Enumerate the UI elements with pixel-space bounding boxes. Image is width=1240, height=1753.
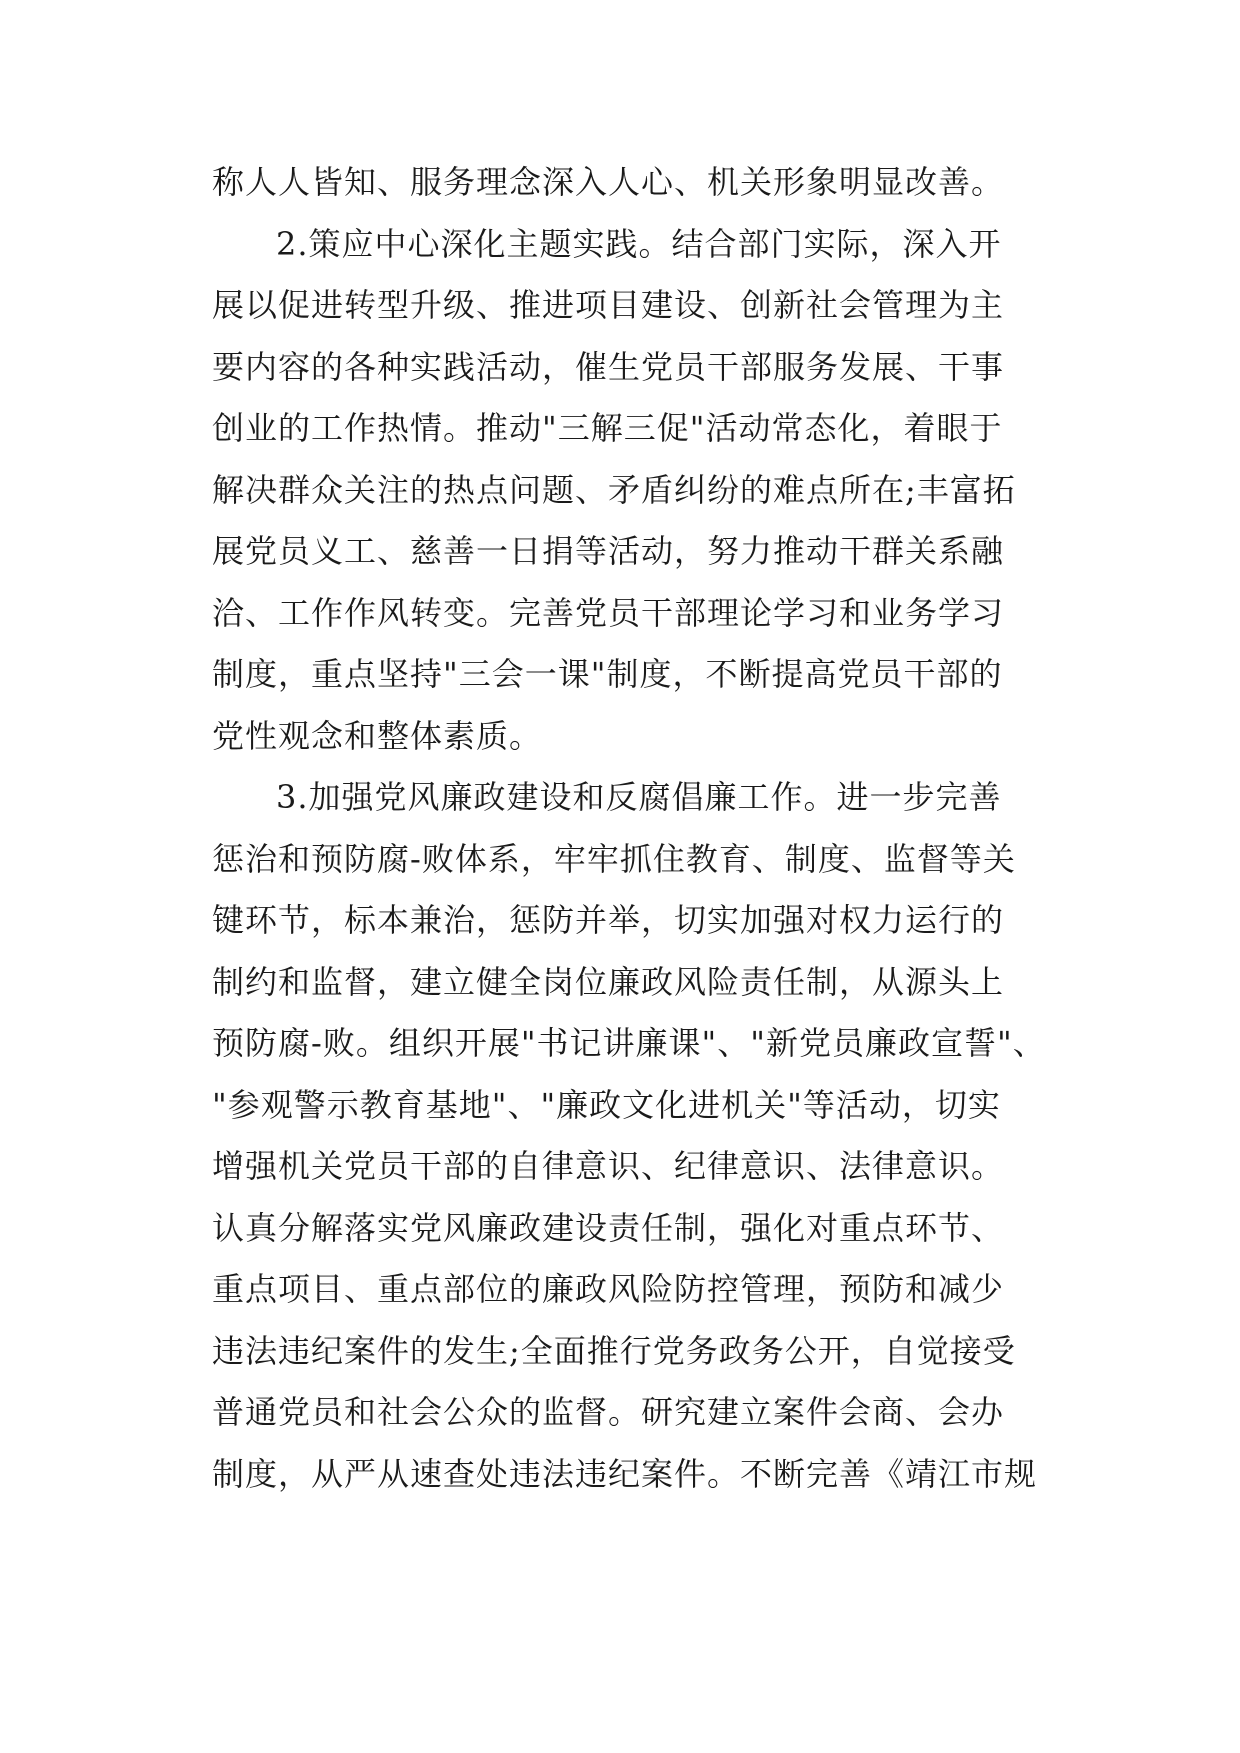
text-line: 重点项目、重点部位的廉政风险防控管理，预防和减少: [212, 1270, 1005, 1308]
text-line: 制约和监督，建立健全岗位廉政风险责任制，从源头上: [212, 962, 1005, 1001]
text-line: 展党员义工、慈善一日捐等活动，努力推动干群关系融: [212, 532, 1005, 570]
text-line: 洽、工作作风转变。完善党员干部理论学习和业务学习: [212, 593, 1005, 632]
text-line: 增强机关党员干部的自律意识、纪律意识、法律意识。: [212, 1147, 1005, 1185]
paragraph-3-heading-line: 3.加强党风廉政建设和反腐倡廉工作。进一步完善: [276, 778, 1002, 816]
text-line: 制度，从严从速查处违法违纪案件。不断完善《靖江市规: [212, 1454, 1038, 1493]
text-line: 违法违纪案件的发生;全面推行党务政务公开，自觉接受: [212, 1331, 1016, 1370]
text-line: 展以促进转型升级、推进项目建设、创新社会管理为主: [212, 286, 1005, 324]
text-line: 创业的工作热情。推动"三解三促"活动常态化，着眼于: [212, 409, 1003, 447]
text-line: 解决群众关注的热点问题、矛盾纠纷的难点所在;丰富拓: [212, 470, 1016, 509]
text-line: 党性观念和整体素质。: [212, 716, 543, 755]
text-line: "参观警示教育基地"、"廉政文化进机关"等活动，切实: [212, 1085, 1001, 1124]
text-line: 惩治和预防腐-败体系，牢牢抓住教育、制度、监督等关: [212, 839, 1016, 878]
text-line: 认真分解落实党风廉政建设责任制，强化对重点环节、: [212, 1208, 1005, 1247]
body-text: [212, 152, 1046, 1505]
text-line: 要内容的各种实践活动，催生党员干部服务发展、干事: [212, 347, 1005, 386]
text-line: 预防腐-败。组织开展"书记讲廉课"、"新党员廉政宣誓"、: [212, 1024, 1046, 1062]
text-line: 键环节，标本兼治，惩防并举，切实加强对权力运行的: [212, 901, 1005, 939]
text-line: 普通党员和社会公众的监督。研究建立案件会商、会办: [212, 1393, 1005, 1431]
paragraph-2-heading-line: 2.策应中心深化主题实践。结合部门实际，深入开: [276, 224, 1002, 263]
text-line: 制度，重点坚持"三会一课"制度，不断提高党员干部的: [212, 655, 1003, 693]
text-line: 称人人皆知、服务理念深入人心、机关形象明显改善。: [212, 163, 1005, 201]
